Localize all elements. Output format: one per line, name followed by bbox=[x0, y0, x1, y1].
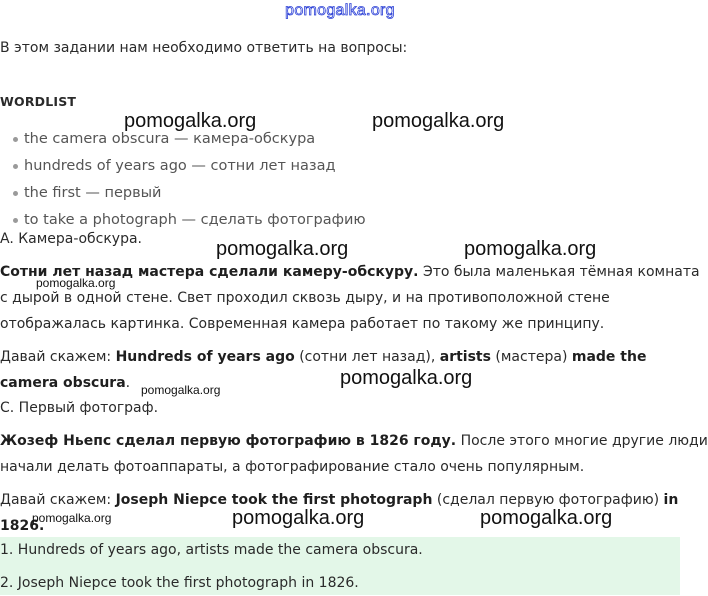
section-c-heading: C. Первый фотограф. bbox=[0, 400, 159, 416]
section-c-say-line1: Давай скажем: Joseph Niepce took the first photograph (сделал первую фотографию) in bbox=[0, 492, 679, 508]
watermark: pomogalka.org bbox=[464, 238, 597, 260]
bullet-icon bbox=[13, 218, 18, 223]
watermark: pomogalka.org bbox=[480, 507, 613, 529]
list-item: hundreds of years ago — сотни лет назад bbox=[0, 153, 680, 180]
section-a-heading: A. Камера-обскура. bbox=[0, 231, 142, 247]
list-item: the first — первый bbox=[0, 180, 680, 207]
answer-1: 1. Hundreds of years ago, artists made the camera obscura. bbox=[0, 542, 423, 558]
section-a-say-line2: camera obscura. bbox=[0, 375, 131, 391]
section-a-say-line1: Давай скажем: Hundreds of years ago (сотни лет назад), artists (мастера) made the bbox=[0, 349, 647, 365]
watermark: pomogalka.org bbox=[32, 511, 112, 525]
section-c-paragraph-line1: Жозеф Ньепс сделал первую фотографию в 1826 году. После этого многие другие люди bbox=[0, 433, 708, 449]
bullet-icon bbox=[13, 164, 18, 169]
watermark: pomogalka.org bbox=[36, 276, 116, 290]
answer-2: 2. Joseph Niepce took the first photograph in 1826. bbox=[0, 575, 359, 591]
section-a-paragraph-line2: с дырой в одной стене. Свет проходил сквозь дыру, и на противоположной стене bbox=[0, 290, 610, 306]
watermark: pomogalka.org bbox=[340, 367, 473, 389]
wordlist-title: WORDLIST bbox=[0, 94, 77, 109]
watermark: pomogalka.org bbox=[141, 383, 221, 397]
site-header-logo[interactable]: pomogalka.org bbox=[285, 2, 395, 19]
watermark: pomogalka.org bbox=[372, 110, 505, 132]
intro-text: В этом задании нам необходимо ответить на вопросы: bbox=[0, 40, 408, 56]
wordlist bbox=[0, 126, 680, 228]
section-a-paragraph-line3: отображалась картинка. Современная камера работает по такому же принципу. bbox=[0, 316, 605, 332]
watermark: pomogalka.org bbox=[232, 507, 365, 529]
list-item: the camera obscura — камера-обскура bbox=[0, 126, 680, 153]
list-item: to take a photograph — сделать фотографию bbox=[0, 207, 680, 234]
bullet-icon bbox=[13, 137, 18, 142]
bullet-icon bbox=[13, 191, 18, 196]
watermark: pomogalka.org bbox=[124, 110, 257, 132]
section-c-say-line2: 1826. bbox=[0, 518, 45, 534]
section-c-paragraph-line2: начали делать фотоаппараты, а фотографирование стало очень популярным. bbox=[0, 459, 585, 475]
section-a-paragraph-line1: Сотни лет назад мастера сделали камеру-обскуру. Это была маленькая тёмная комната bbox=[0, 264, 700, 280]
watermark: pomogalka.org bbox=[216, 238, 349, 260]
